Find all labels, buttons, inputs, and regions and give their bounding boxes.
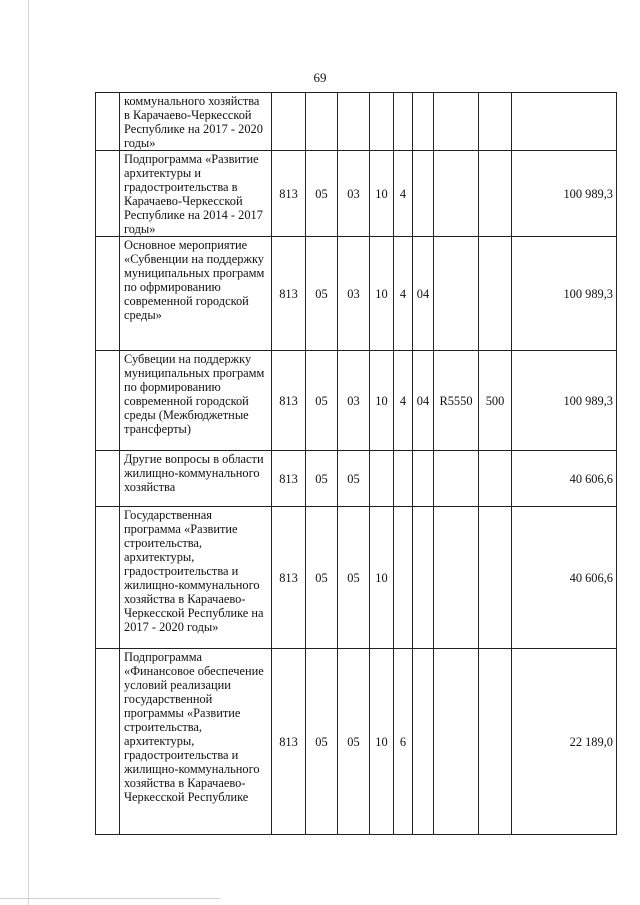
cell-cs4 <box>434 151 479 237</box>
table-row <box>96 451 617 507</box>
cell-cs1 <box>370 451 394 507</box>
cell-vr <box>479 237 512 351</box>
cell-cs3 <box>413 151 434 237</box>
cell-sum: 100 989,3 <box>512 237 617 351</box>
cell-cs1: 10 <box>370 351 394 451</box>
cell-cs1: 10 <box>370 237 394 351</box>
row-gap-cell <box>96 649 120 835</box>
cell-ved: 813 <box>272 151 306 237</box>
cell-cs4 <box>434 507 479 649</box>
cell-rz: 05 <box>306 649 338 835</box>
cell-cs4 <box>434 451 479 507</box>
cell-name: Основное мероприятие «Субвенции на поддержку муниципальных программ по офрмированию современной городской среды» <box>120 237 272 351</box>
table-row <box>96 507 617 649</box>
cell-rz: 05 <box>306 237 338 351</box>
cell-cs2: 6 <box>394 649 413 835</box>
cell-cs4 <box>434 93 479 151</box>
cell-pr: 03 <box>338 151 370 237</box>
cell-sum: 100 989,3 <box>512 151 617 237</box>
row-gap-cell <box>96 237 120 351</box>
cell-sum: 100 989,3 <box>512 351 617 451</box>
cell-cs2 <box>394 93 413 151</box>
cell-vr: 500 <box>479 351 512 451</box>
cell-cs2 <box>394 451 413 507</box>
cell-ved: 813 <box>272 507 306 649</box>
cell-cs4: R5550 <box>434 351 479 451</box>
cell-cs1: 10 <box>370 507 394 649</box>
cell-cs3 <box>413 93 434 151</box>
table-row <box>96 649 617 835</box>
cell-cs3 <box>413 507 434 649</box>
cell-cs4 <box>434 237 479 351</box>
row-gap-cell <box>96 151 120 237</box>
cell-ved: 813 <box>272 237 306 351</box>
cell-ved: 813 <box>272 649 306 835</box>
cell-vr <box>479 451 512 507</box>
cell-name: Другие вопросы в области жилищно-коммунального хозяйства <box>120 451 272 507</box>
cell-sum: 40 606,6 <box>512 451 617 507</box>
cell-pr: 03 <box>338 237 370 351</box>
cell-cs2: 4 <box>394 237 413 351</box>
cell-pr: 05 <box>338 649 370 835</box>
cell-sum <box>512 93 617 151</box>
row-gap-cell <box>96 507 120 649</box>
cell-cs4 <box>434 649 479 835</box>
cell-name: коммунального хозяйства в Карачаево-Черкесской Республике на 2017 - 2020 годы» <box>120 93 272 151</box>
cell-vr <box>479 93 512 151</box>
cell-vr <box>479 507 512 649</box>
cell-pr: 05 <box>338 507 370 649</box>
cell-name: Подпрограмма «Развитие архитектуры и градостроительства в Карачаево-Черкесской Республике на 2014 - 2017 годы» <box>120 151 272 237</box>
scan-edge-line <box>28 0 29 905</box>
cell-sum: 22 189,0 <box>512 649 617 835</box>
scan-bottom-line <box>0 898 220 899</box>
cell-pr <box>338 93 370 151</box>
table-row <box>96 351 617 451</box>
cell-ved: 813 <box>272 451 306 507</box>
cell-cs1 <box>370 93 394 151</box>
cell-rz: 05 <box>306 351 338 451</box>
cell-cs1: 10 <box>370 649 394 835</box>
cell-vr <box>479 649 512 835</box>
cell-rz: 05 <box>306 507 338 649</box>
table-row <box>96 237 617 351</box>
cell-ved <box>272 93 306 151</box>
cell-name: Государственная программа «Развитие строительства, архитектуры, градостроительства и жилищно-коммунального хозяйства в Карачаево-Черкесской Республике на 2017 - 2020 годы» <box>120 507 272 649</box>
table-body <box>96 93 617 835</box>
cell-name: Подпрограмма «Финансовое обеспечение условий реализации государственной программы «Развитие строительства, архитектуры, градостроительства и жилищно-коммунального хозяйства в Карачаево-Черкесской Республике <box>120 649 272 835</box>
cell-name: Субвеции на поддержку муниципальных программ по формированию современной городской среды (Межбюджетные трансферты) <box>120 351 272 451</box>
page-number: 69 <box>313 70 327 85</box>
cell-rz: 05 <box>306 451 338 507</box>
cell-rz <box>306 93 338 151</box>
cell-cs2: 4 <box>394 351 413 451</box>
cell-cs3 <box>413 649 434 835</box>
cell-cs2: 4 <box>394 151 413 237</box>
cell-pr: 05 <box>338 451 370 507</box>
cell-pr: 03 <box>338 351 370 451</box>
cell-vr <box>479 151 512 237</box>
cell-cs3 <box>413 451 434 507</box>
row-gap-cell <box>96 93 120 151</box>
cell-rz: 05 <box>306 151 338 237</box>
cell-sum: 40 606,6 <box>512 507 617 649</box>
cell-cs3: 04 <box>413 237 434 351</box>
table-row <box>96 151 617 237</box>
cell-ved: 813 <box>272 351 306 451</box>
row-gap-cell <box>96 451 120 507</box>
budget-table <box>95 92 617 835</box>
table-row <box>96 93 617 151</box>
cell-cs2 <box>394 507 413 649</box>
cell-cs1: 10 <box>370 151 394 237</box>
row-gap-cell <box>96 351 120 451</box>
cell-cs3: 04 <box>413 351 434 451</box>
